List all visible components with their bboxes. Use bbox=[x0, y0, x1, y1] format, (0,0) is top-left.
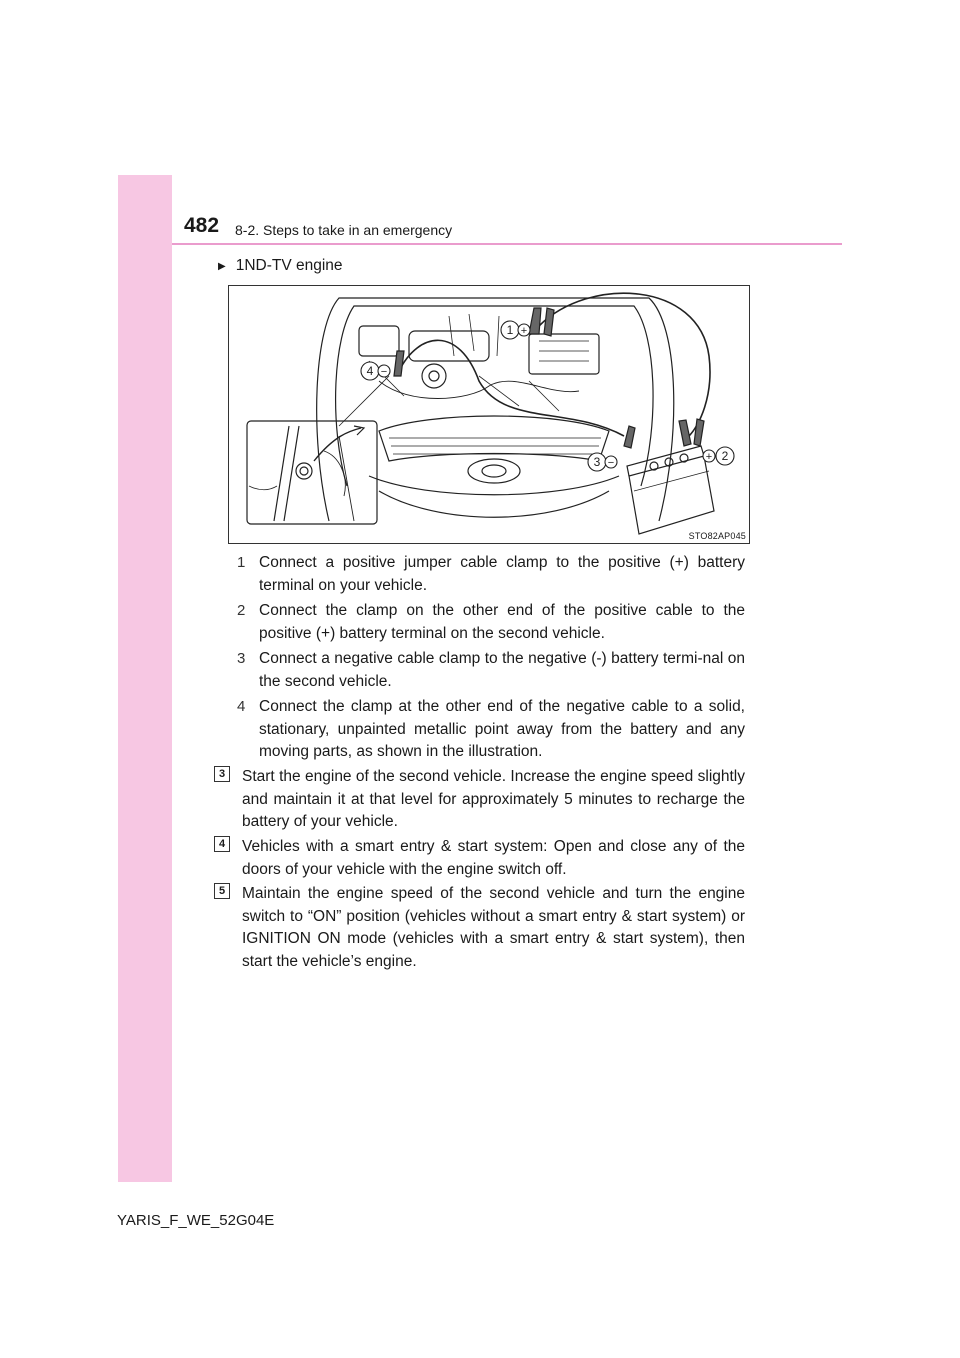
callout-1: 1 bbox=[506, 323, 514, 337]
section-title: 8-2. Steps to take in an emergency bbox=[235, 222, 453, 238]
callout-4: 4 bbox=[366, 364, 374, 378]
sub-step-text: Connect a positive jumper cable clamp to the positive (+) battery terminal on your vehicle. bbox=[259, 554, 745, 594]
header-divider bbox=[172, 243, 842, 245]
sub-step-number: 3 bbox=[237, 650, 246, 667]
positive-symbol-2: + bbox=[705, 451, 713, 463]
negative-symbol-3: − bbox=[607, 457, 615, 469]
negative-symbol-4: − bbox=[380, 366, 388, 378]
sub-step-4 bbox=[237, 696, 745, 764]
step-3 bbox=[214, 766, 745, 834]
step-text: Start the engine of the second vehicle. Increase the engine speed slightly and maintain it at that level for approximately 5 minutes to recharge the battery of your vehicle. bbox=[242, 768, 745, 830]
document-code: YARIS_F_WE_52G04E bbox=[117, 1212, 275, 1229]
triangle-bullet-icon: ▶ bbox=[218, 260, 226, 272]
callout-3: 3 bbox=[593, 455, 601, 469]
sub-step-number: 4 bbox=[237, 698, 246, 715]
step-number-badge: 5 bbox=[214, 883, 230, 899]
page-number: 482 bbox=[184, 214, 220, 237]
sub-step-number: 2 bbox=[237, 602, 246, 619]
step-text: Vehicles with a smart entry & start system: Open and close any of the doors of your vehicle with the engine switch off. bbox=[242, 838, 745, 878]
sub-step-number: 1 bbox=[237, 554, 246, 571]
engine-subheading bbox=[218, 257, 343, 275]
step-text: Maintain the engine speed of the second vehicle and turn the engine switch to “ON” position (vehicles without a smart entry & start system) or IGNITION ON mode (vehicles with a smart entry & start system), then start the vehicle’s engine. bbox=[242, 885, 745, 970]
chapter-side-band bbox=[118, 175, 172, 1182]
step-number-badge: 3 bbox=[214, 766, 230, 782]
sub-step-3 bbox=[237, 648, 745, 693]
sub-step-text: Connect the clamp on the other end of the positive cable to the positive (+) battery terminal on the second vehicle. bbox=[259, 602, 745, 642]
sub-step-text: Connect the clamp at the other end of the negative cable to a solid, stationary, unpainted metallic point away from the battery and any moving parts, as shown in the illustration. bbox=[259, 698, 745, 760]
callout-2: 2 bbox=[721, 449, 729, 463]
positive-symbol-1: + bbox=[520, 325, 528, 337]
sub-step-1 bbox=[237, 552, 745, 597]
step-4 bbox=[214, 836, 745, 881]
subheading-text: 1ND-TV engine bbox=[235, 257, 343, 274]
engine-bay-drawing bbox=[229, 286, 749, 543]
jump-start-illustration bbox=[228, 285, 750, 544]
step-5 bbox=[214, 883, 745, 973]
sub-step-text: Connect a negative cable clamp to the negative (-) battery termi-nal on the second vehicle. bbox=[259, 650, 745, 690]
figure-code: STO82AP045 bbox=[688, 531, 746, 541]
step-number-badge: 4 bbox=[214, 836, 230, 852]
sub-step-2 bbox=[237, 600, 745, 645]
